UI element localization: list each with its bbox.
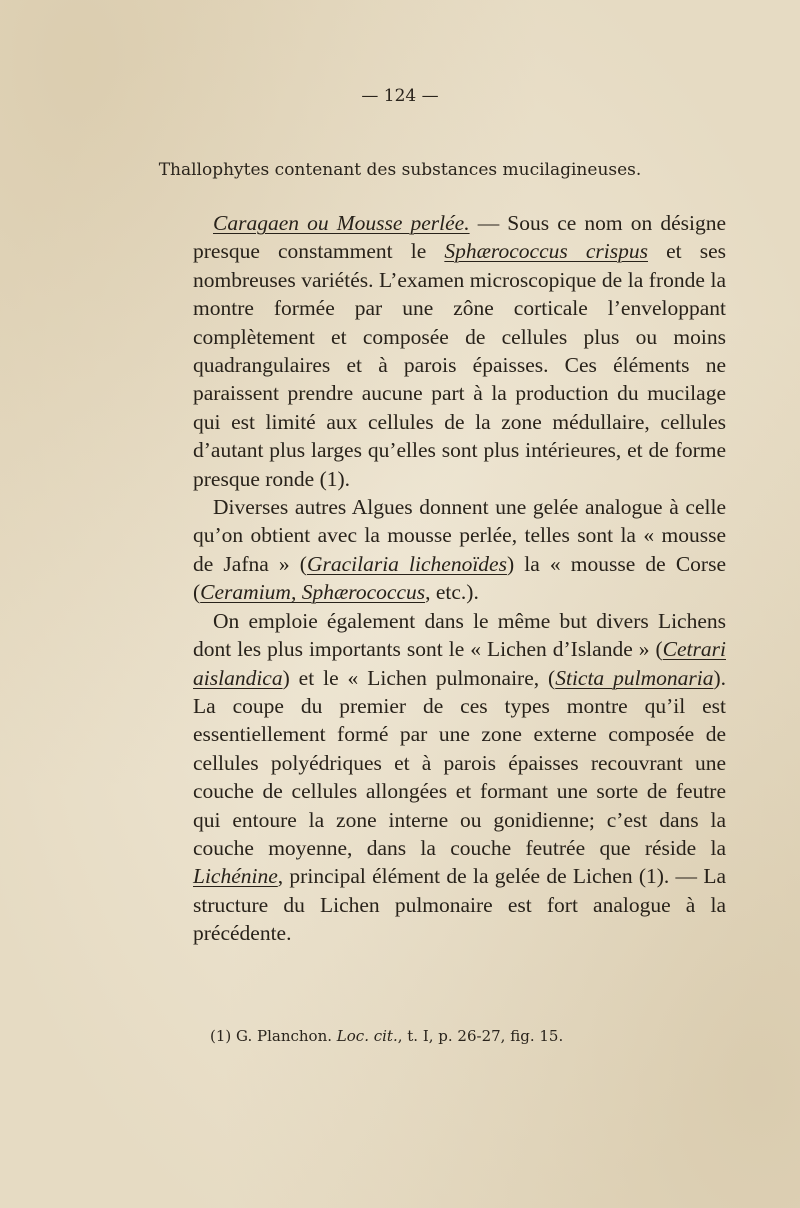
species-name: Sticta pulmonaria bbox=[555, 665, 714, 690]
text-run: ) et le « Lichen pulmonaire, ( bbox=[282, 665, 556, 690]
paragraph-lichens bbox=[193, 607, 726, 948]
term-lichenine: Lichénine bbox=[193, 864, 278, 889]
footnote-reference: Loc. cit. bbox=[336, 1027, 398, 1045]
text-run: et ses nombreuses variétés. L’examen microscopique de la fronde la montre formée par une zône corticale l’enveloppant complètement et composée de cellules plus ou moins quadrangulaires et à parois épaisses. Ces éléments ne paraissent prendre aucune part à la production du mucilage qui est limité aux cellules de la zone médullaire, cellules d’autant plus larges qu’elles sont plus intérieures, et de forme presque ronde (1). bbox=[193, 239, 726, 491]
section-heading: Thallophytes contenant des substances mucilagineuses. bbox=[158, 160, 642, 180]
text-run: — Sous ce nom on désigne presque constamment le bbox=[193, 211, 727, 264]
footnote-suffix: , t. I, p. 26-27, fig. 15. bbox=[397, 1027, 564, 1045]
caragaen-title: Caragaen ou Mousse perlée. bbox=[213, 211, 470, 235]
paragraph-caragaen bbox=[193, 209, 726, 493]
paragraph-algues bbox=[193, 493, 726, 607]
footnote-prefix: (1) G. Planchon. bbox=[210, 1027, 337, 1045]
species-name: Ceramium, Sphærococcus bbox=[200, 580, 426, 605]
species-name: Gracilaria lichenoïdes bbox=[306, 551, 507, 576]
text-run: On emploie également dans le même but divers Lichens dont les plus importants sont le « Lichen d’Islande » ( bbox=[193, 608, 726, 662]
text-run: , principal élément de la gelée de Lichen (1). — La structure du Lichen pulmonaire est fort analogue à la précédente. bbox=[193, 864, 726, 946]
text-run: Diverses autres Algues donnent une gelée analogue à celle qu’on obtient avec la mousse perlée, telles sont la « mousse de Jafna » ( bbox=[193, 495, 726, 576]
body-text bbox=[193, 209, 726, 948]
text-run: ) la « mousse de Corse ( bbox=[193, 551, 726, 605]
text-run: , etc.). bbox=[425, 580, 479, 605]
footnote bbox=[210, 1027, 563, 1045]
species-name: Cetrari aislandica bbox=[193, 637, 726, 690]
text-run: ). La coupe du premier de ces types montre qu’il est essentiellement formé par une zone externe composée de cellules polyédriques et à parois épaisses recouvrant une couche de cellules allongées et formant une sorte de feutre qui entoure la zone interne ou gonidienne; c’est dans la couche moyenne, dans la couche feutrée que réside la bbox=[193, 665, 726, 860]
page-number: — 124 — bbox=[361, 86, 439, 106]
species-name: Sphærococcus crispus bbox=[444, 239, 648, 264]
